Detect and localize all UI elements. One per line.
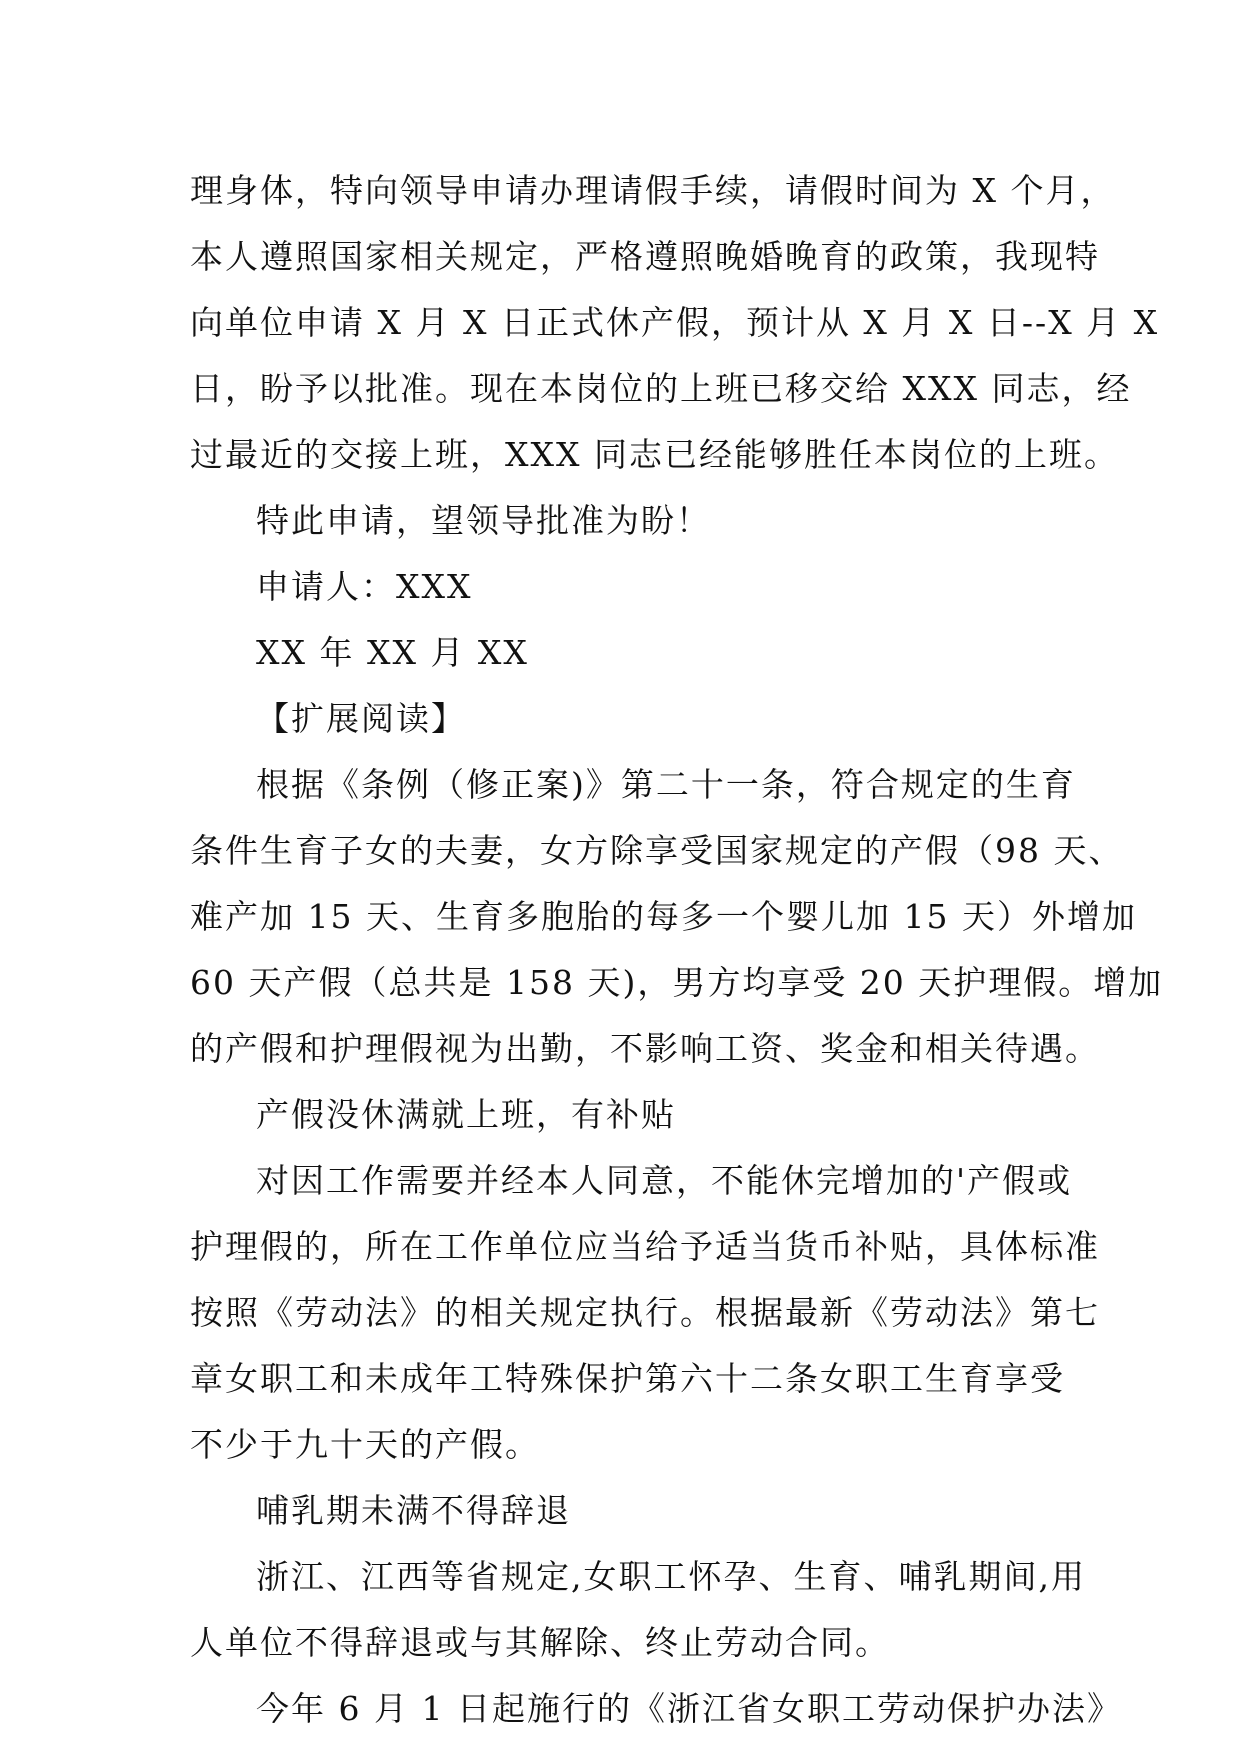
text-line: 的产假和护理假视为出勤，不影响工资、奖金和相关待遇。 <box>190 1029 1100 1068</box>
subheading: 哺乳期未满不得辞退 <box>256 1491 571 1530</box>
text-line: 对因工作需要并经本人同意，不能休完增加的'产假或 <box>256 1161 1073 1200</box>
text-line: 章女职工和未成年工特殊保护第六十二条女职工生育享受 <box>190 1359 1065 1398</box>
text-line: 理身体，特向领导申请办理请假手续，请假时间为 X 个月， <box>190 171 1116 210</box>
text-line: 特此申请，望领导批准为盼！ <box>256 501 711 540</box>
date-line: XX 年 XX 月 XX <box>256 633 529 672</box>
applicant-line: 申请人：XXX <box>256 567 473 606</box>
text-line: 按照《劳动法》的相关规定执行。根据最新《劳动法》第七 <box>190 1293 1100 1332</box>
text-line: 根据《条例（修正案)》第二十一条，符合规定的生育 <box>256 765 1076 804</box>
text-line: 60 天产假（总共是 158 天)，男方均享受 20 天护理假。增加 <box>190 963 1164 1002</box>
text-line: 今年 6 月 1 日起施行的《浙江省女职工劳动保护办法》 <box>256 1689 1122 1728</box>
text-line: 不少于九十天的产假。 <box>190 1425 540 1464</box>
text-line: 人单位不得辞退或与其解除、终止劳动合同。 <box>190 1623 890 1662</box>
text-line: 向单位申请 X 月 X 日正式休产假，预计从 X 月 X 日--X 月 X <box>190 303 1160 342</box>
text-line: 难产加 15 天、生育多胞胎的每多一个婴儿加 15 天）外增加 <box>190 897 1137 936</box>
subheading: 产假没休满就上班，有补贴 <box>256 1095 676 1134</box>
text-line: 护理假的，所在工作单位应当给予适当货币补贴，具体标准 <box>190 1227 1100 1266</box>
section-heading: 【扩展阅读】 <box>256 699 466 738</box>
text-line: 条件生育子女的夫妻，女方除享受国家规定的产假（98 天、 <box>190 831 1124 870</box>
text-line: 本人遵照国家相关规定，严格遵照晚婚晚育的政策，我现特 <box>190 237 1100 276</box>
text-line: 日，盼予以批准。现在本岗位的上班已移交给 XXX 同志，经 <box>190 369 1132 408</box>
text-line: 过最近的交接上班，XXX 同志已经能够胜任本岗位的上班。 <box>190 435 1119 474</box>
text-line: 浙江、江西等省规定,女职工怀孕、生育、哺乳期间,用 <box>256 1557 1086 1596</box>
document-body <box>190 158 1164 1742</box>
